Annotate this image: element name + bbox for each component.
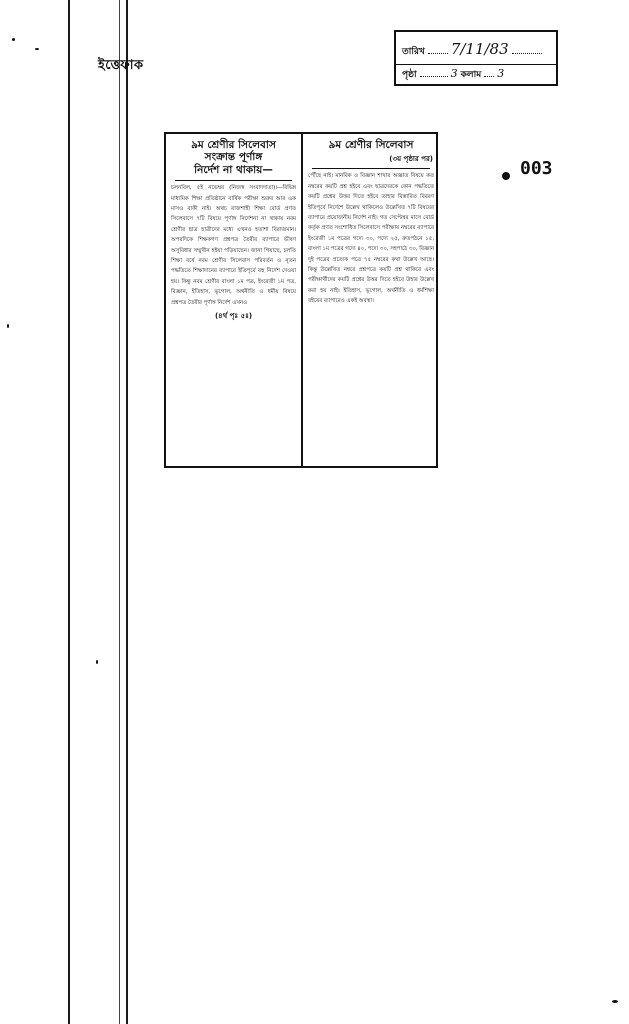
continued-headline: ৯ম শ্রেণীর সিলেবাস — [328, 139, 414, 151]
stamp-page-row — [396, 64, 556, 82]
headline-line: নির্দেশ না থাকায়— — [194, 163, 273, 176]
headline-line: ৯ম শ্রেণীর সিলেবাস — [191, 139, 276, 151]
article-column-right — [306, 136, 436, 464]
binding-rule-middle — [119, 0, 120, 1024]
newspaper-clipping — [164, 132, 438, 468]
stamp-column-label: কলাম — [460, 70, 482, 80]
binding-rule-left — [68, 0, 70, 1024]
stamp-date-value: 7/11/83 — [450, 40, 509, 58]
page-number: 003 — [520, 158, 553, 179]
stamp-date-row — [402, 40, 550, 59]
scan-speck — [7, 324, 9, 328]
scan-speck — [502, 172, 510, 180]
scan-speck — [35, 48, 39, 50]
stamp-column-value: 3 — [497, 67, 505, 80]
article-headline — [170, 139, 297, 176]
column-divider — [301, 134, 303, 466]
archive-stamp — [394, 30, 558, 86]
scan-speck — [612, 1000, 618, 1003]
scan-speck — [12, 38, 15, 41]
binding-rule-right — [126, 0, 128, 1024]
continuation-note: (৪র্থ পৃঃ ৫ঃ) — [214, 312, 253, 320]
stamp-page-label: পৃষ্ঠা — [402, 70, 417, 80]
stamp-date-label: তারিখ — [402, 47, 425, 57]
scan-speck — [96, 660, 98, 664]
article-column-left — [169, 136, 298, 464]
article-body-right: পৌঁছে নাই। মানবিক ও বিজ্ঞান শাখার অজ্ঞাত বিষয়ে কত নম্বরের কয়টি প্রশ্ন হইবে এবং ছাত্রদেরকে কোন পদ্ধতিতে কয়টি প্রশ্নের উত্তর দিতে হইবে তাহার বিস্তারিত বিবরণ ইতিপূর্বে নির্দেশে উল্লেখ থাকিলেও উল্লেখিত ৭টি বিষয়ের ব্যাপারে প্রয়োজনীয় নির্দেশ নাই। গত সেপ্টেম্বর মাসে বোর্ড কর্তৃক প্রণত সংশোধিত সিলেবাসে পরীক্ষায় নম্বরের ব্যাপারে ইংরেজী ১ম পত্রের গদ্যে ৩০, পদ্যে ২৫, রুতপঠনে ১৫, বাংলা ১ম পত্রের গদ্যে ৪০, পদ্যে ৩০, সহপাঠে ৩০, বিজ্ঞান দুই পত্রের প্রত্যেক পত্রে ৭৫ নম্বরের কথা উল্লেখ আছে। কিন্তু উল্লেখিত নম্বরে প্রশ্নপত্রে কয়টি প্রশ্ন থাকিবে এবং পরীক্ষার্থীদের কয়টি প্রশ্নের উত্তর দিতে হইবে উহার উল্লেখ করা হয় নাই। ইতিহাস, ভূগোল, অর্থনীতি ও ধর্মশিক্ষা বইয়ের ব্যাপারেও একই অবস্থা। — [308, 173, 435, 305]
continued-from-note: (৩য় পৃষ্ঠার পর) — [389, 155, 433, 164]
headline-line: সংক্রান্ত পূর্ণাঙ্গ — [204, 151, 263, 164]
article-body-left: চলনবিল, ৫ই নভেম্বর (নিজস্ব সংবাদদাতা)।—বিভিন্ন মাধ্যমিক শিক্ষা প্রতিষ্ঠানে বার্ষিক পরীক্ষা শুরুর আর এক মাসও বাকী নাই। অথচ রাজশাহী শিক্ষা বোর্ড প্রণত সিলেবাসে ৭টি বিষয়ে পূর্ণাঙ্গ নির্দেশনা না থাকায় নবম শ্রেণীর ছাত্র ছাত্রীদের মধ্যে এখনও হতাশা বিরাজমান। অপরদিকে শিক্ষকগণ প্রশ্নপত্র তৈরীর ব্যাপারে ভীষণ অসুবিধার সম্মুখীন হইয়া পড়িয়াছেন। জানা গিয়াছে, চলতি শিক্ষা বর্ষে নবম শ্রেণীর সিলেবাস পরিবর্তন ও নূতন পদ্ধতিতে শিক্ষাদানের ব্যাপারে ইতিপূর্বে বহু নির্দেশ দেওয়া হয়। কিন্তু নবম শ্রেণীর বাংলা ১ম পত্র, ইংরেজী ১ম পত্র, বিজ্ঞান, ইতিহাস, ভূগোল, অর্থনীতি ও ধর্মীয় বিষয়ে প্রশ্নপত্র তৈরীর পূর্ণাঙ্গ নির্দেশ এখনও — [171, 185, 296, 306]
stamp-page-value: 3 — [450, 67, 458, 80]
newspaper-name: ইত্তেফাক — [98, 58, 144, 73]
